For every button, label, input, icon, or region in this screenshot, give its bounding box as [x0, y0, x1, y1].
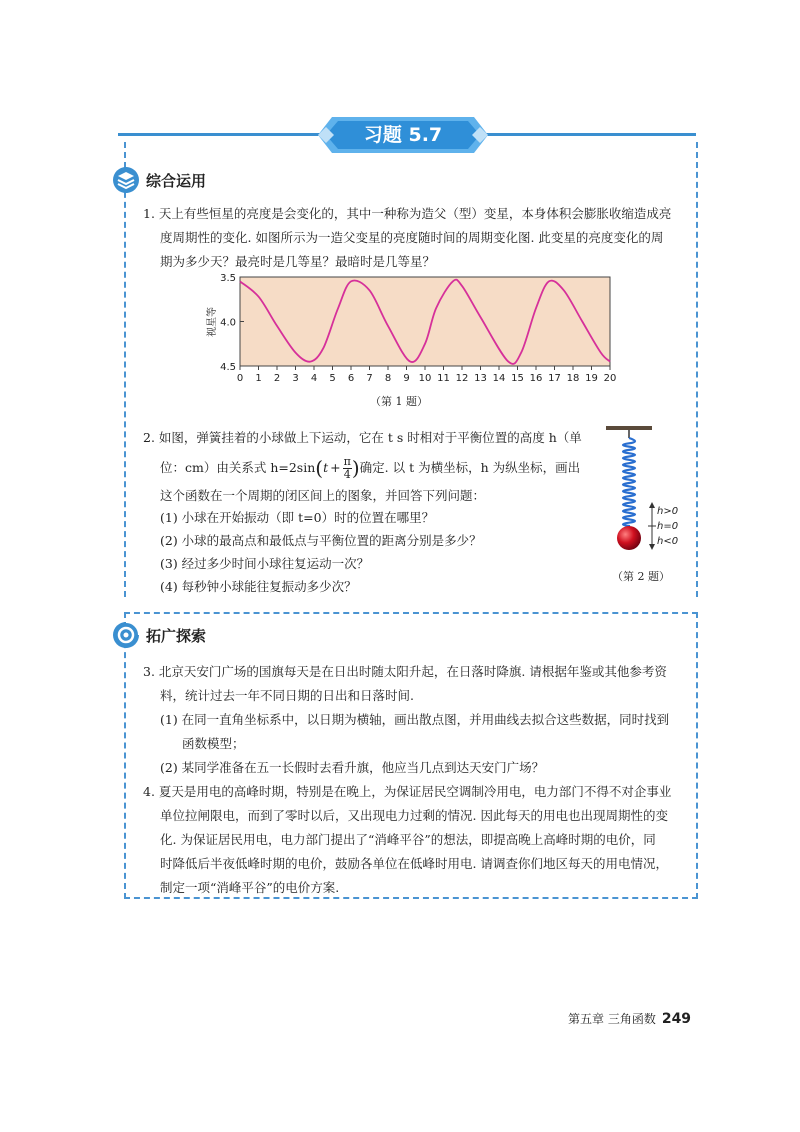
- y-tick-label: 3.5: [220, 273, 236, 284]
- q2-line-3: 这个函数在一个周期的闭区间上的图象，并回答下列问题：: [160, 488, 486, 503]
- x-tick-label: 2: [273, 373, 281, 384]
- q4-line-5: 制定一项“消峰平谷”的电价方案.: [160, 880, 340, 895]
- q3-sub-2: (2) 某同学准备在五一长假时去看升旗，他应当几点到达天安门广场？: [160, 760, 545, 775]
- exercise-title: 习题 5.7: [363, 124, 443, 146]
- explore-icon: [112, 621, 140, 649]
- section-title-extension: 拓广探索: [146, 627, 207, 645]
- x-tick-label: 11: [437, 373, 450, 384]
- spring: [623, 438, 635, 528]
- x-tick-label: 1: [255, 373, 262, 384]
- q1-caption: （第 1 题）: [370, 395, 428, 408]
- q2-sub-1: (1) 小球在开始振动（即 t=0）时的位置在哪里？: [160, 510, 435, 525]
- q2-frac-num: π: [343, 455, 351, 468]
- label-h-positive: h>0: [657, 506, 679, 517]
- y-axis-label: 视星等: [207, 307, 218, 337]
- page-number: 249: [661, 1011, 692, 1027]
- ball: [617, 526, 641, 550]
- x-tick-label: 16: [529, 373, 543, 384]
- q4-line-1: 4. 夏天是用电的高峰时期，特别是在晚上，为保证居民空调制冷用电，电力部门不得不对企事业: [143, 784, 672, 799]
- y-tick-label: 4.0: [220, 317, 236, 329]
- chapter-label: 第五章 三角函数: [568, 1012, 656, 1026]
- q2-frac-den: 4: [343, 468, 351, 481]
- x-tick-label: 19: [585, 373, 598, 384]
- label-h-zero: h=0: [657, 521, 679, 532]
- ceiling-mount: [606, 426, 652, 430]
- x-tick-label: 14: [492, 373, 506, 384]
- q3-line-2: 料，统计过去一年不同日期的日出和日落时间.: [160, 688, 414, 703]
- q4-line-2: 单位拉闸限电，而到了零时以后，又出现电力过剩的情况. 因此每天的用电也出现周期性的变: [160, 808, 668, 823]
- x-tick-label: 3: [292, 373, 299, 384]
- q2-formula-suffix: 确定. 以 t 为横坐标，h 为纵坐标，画出: [359, 460, 581, 475]
- q1-line-3: 期为多少天？最亮时是几等星？最暗时是几等星？: [160, 254, 436, 269]
- x-tick-label: 6: [347, 373, 355, 384]
- x-tick-label: 7: [366, 373, 373, 384]
- x-tick-label: 8: [384, 373, 392, 384]
- q2-sub-4: (4) 每秒钟小球能往复振动多少次？: [160, 579, 357, 594]
- q2-formula-prefix: 位：cm）由关系式 h=2sin: [160, 460, 316, 475]
- x-tick-label: 13: [474, 373, 487, 384]
- spring-ball-figure: [592, 420, 692, 570]
- q3-sub-1: (1) 在同一直角坐标系中，以日期为横轴，画出散点图，并用曲线去拟合这些数据，同时找到: [160, 712, 670, 727]
- q2-line-1: 2. 如图，弹簧挂着的小球做上下运动，它在 t s 时相对于平衡位置的高度 h（单: [143, 430, 582, 445]
- q4-line-4: 时降低后半夜低峰时期的电价，鼓励各单位在低峰时用电. 请调查你们地区每天的用电情况，: [160, 856, 668, 871]
- q1-line-2: 度周期性的变化. 如图所示为一造父变星的亮度随时间的周期变化图. 此变星的亮度变化的周: [160, 230, 664, 245]
- q2-caption: （第 2 题）: [612, 570, 670, 583]
- q4-line-3: 化. 为保证居民用电，电力部门提出了“消峰平谷”的想法，即提高晚上高峰时期的电价，同: [160, 832, 656, 847]
- x-tick-label: 5: [329, 373, 336, 384]
- layers-icon: [112, 166, 140, 194]
- q2-formula-plus: +: [330, 460, 341, 475]
- q1-line-1: 1. 天上有些恒星的亮度是会变化的，其中一种称为造父（型）变星，本身体积会膨胀收缩造成亮: [143, 206, 672, 221]
- variable-star-chart: [195, 268, 625, 394]
- x-tick-label: 20: [603, 373, 617, 384]
- page-footer: [568, 1010, 691, 1027]
- q2-sub-3: (3) 经过多少时间小球往复运动一次？: [160, 556, 370, 571]
- q3-line-1: 3. 北京天安门广场的国旗每天是在日出时随太阳升起，在日落时降旗. 请根据年鉴或其他参考资: [143, 664, 667, 679]
- x-tick-label: 4: [310, 373, 318, 384]
- x-tick-label: 15: [511, 373, 524, 384]
- x-tick-label: 0: [236, 373, 244, 384]
- x-tick-label: 18: [566, 373, 580, 384]
- label-h-negative: h<0: [657, 536, 679, 547]
- q2-sub-2: (2) 小球的最高点和最低点与平衡位置的距离分别是多少？: [160, 533, 482, 548]
- q3-sub-1-cont: 函数模型；: [182, 736, 245, 751]
- x-tick-label: 9: [403, 373, 410, 384]
- x-tick-label: 10: [418, 373, 432, 384]
- x-tick-label: 17: [548, 373, 561, 384]
- q2-formula-t: t: [323, 460, 329, 475]
- y-tick-label: 4.5: [220, 362, 236, 373]
- x-tick-label: 12: [455, 373, 469, 384]
- section-title-comprehensive: 综合运用: [146, 172, 207, 190]
- q2-line-2: 位：cm）由关系式 h=2sin(t + $\frac{\pi}{4}$ )确定. 以 t 为横坐标，h 为纵坐标，画出: [160, 455, 581, 481]
